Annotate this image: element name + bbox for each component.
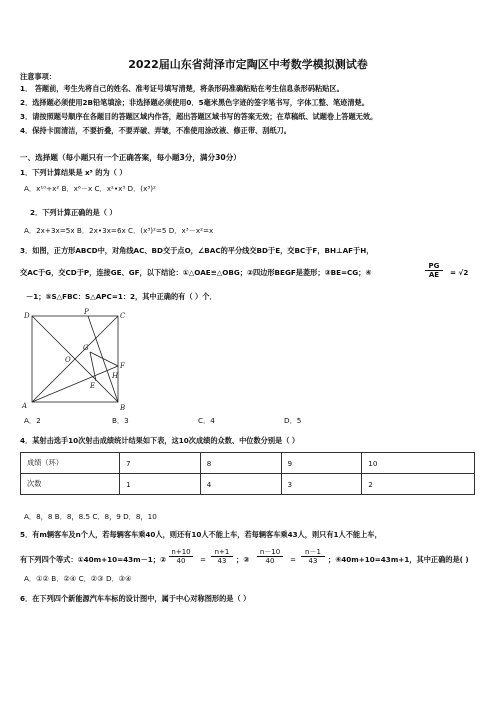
table-cell: 10 bbox=[362, 453, 475, 474]
segment-gf bbox=[90, 352, 118, 366]
q5-fraction-2-denominator: 43 bbox=[217, 557, 227, 565]
notice-item-4: 4．保持卡面清洁，不要折叠，不要弄破、弄皱，不准使用涂改液、修正带、刮纸刀。 bbox=[20, 126, 291, 135]
q6-stem: 6．在下列四个新能源汽车车标的设计图中，属于中心对称图形的是（ ） bbox=[20, 594, 251, 603]
q5-equals-2: = bbox=[290, 555, 297, 564]
q3-line2-tail: = √2 bbox=[450, 268, 469, 277]
score-table bbox=[20, 452, 475, 495]
table-cell: 成绩（环） bbox=[21, 453, 120, 474]
label-h: H bbox=[112, 372, 119, 380]
table-cell: 8 bbox=[200, 453, 281, 474]
q5-fraction-4-denominator: 43 bbox=[308, 557, 318, 565]
page-title: 2022届山东省菏泽市定陶区中考数学模拟测试卷 bbox=[128, 58, 368, 71]
table-cell: 2 bbox=[362, 474, 475, 495]
q5-line2: 有下列四个等式：①40m+10=43m－1；② bbox=[20, 555, 167, 564]
q5-fraction-1-denominator: 40 bbox=[176, 557, 186, 565]
q2-options: A．2x+3x=5x B．2x•3x=6x C．(x³)²=5 D．x³－x²=x bbox=[24, 226, 214, 235]
q3-line3: －1；⑤S△FBC：S△APC=1：2，其中正确的有（ ）个． bbox=[26, 292, 217, 301]
q3-fraction bbox=[424, 262, 444, 279]
notice-item-3: 3．请按照题号顺序在各题目的答题区域内作答，超出答题区域书写的答案无效；在草稿纸、试题卷上答题无效。 bbox=[20, 112, 378, 121]
q1-stem: 1．下列计算结果是 x⁵ 的为（ ） bbox=[20, 168, 127, 177]
q3-option-d: D．5 bbox=[284, 416, 302, 425]
q5-fraction-3 bbox=[256, 548, 284, 565]
table-row bbox=[21, 453, 475, 474]
label-b: B bbox=[120, 404, 126, 412]
q5-fraction-2-numerator: n+1 bbox=[214, 548, 230, 556]
q5-fraction-3-denominator: 40 bbox=[265, 557, 275, 565]
q5-fraction-4-numerator: n－1 bbox=[305, 548, 321, 556]
q5-fraction-1 bbox=[168, 548, 194, 565]
section-heading: 一、选择题（每小题只有一个正确答案，每小题3分，满分30分） bbox=[20, 153, 241, 162]
q5-separator: ；③ bbox=[236, 555, 250, 564]
label-c: C bbox=[120, 312, 126, 320]
q3-fraction-denominator: AE bbox=[428, 271, 440, 279]
q5-fraction-3-numerator: n－10 bbox=[259, 548, 281, 556]
table-cell: 次数 bbox=[21, 474, 120, 495]
q3-line1: 3．如图，正方形ABCD中，对角线AC、BD交于点O，∠BAC的平分线交BD于E，交BC于F，BH⊥AF于H， bbox=[20, 246, 374, 255]
table-row bbox=[21, 474, 475, 495]
q4-options: A．8，8 B．8，8.5 C．8，9 D．8，10 bbox=[24, 512, 157, 521]
label-g: G bbox=[83, 344, 89, 352]
q3-option-c: C．4 bbox=[198, 416, 215, 425]
q1-options: A．x¹⁰÷x² B．x⁶－x C．x²•x³ D．(x³)² bbox=[24, 184, 156, 193]
q4-stem: 4．某射击选手10次射击成绩统计结果如下表，这10次成绩的众数、中位数分别是（ ） bbox=[20, 436, 300, 445]
table-cell: 4 bbox=[200, 474, 281, 495]
notice-heading: 注意事项： bbox=[20, 72, 56, 81]
label-o: O bbox=[65, 356, 71, 364]
q3-line2: 交AC于G，交CD于P，连接GE、GF，以下结论：①△OAE≌△OBG；②四边形BEGF是菱形；③BE=CG；④ bbox=[20, 268, 372, 277]
q5-fraction-1-numerator: n+10 bbox=[171, 548, 191, 556]
q3-option-b: B．3 bbox=[112, 416, 129, 425]
q3-fraction-numerator: PG bbox=[428, 262, 440, 270]
q5-options: A．①② B．②④ C．②③ D．③④ bbox=[24, 574, 132, 583]
q3-option-a: A．2 bbox=[24, 416, 41, 425]
q5-fraction-4 bbox=[300, 548, 326, 565]
q5-line1: 5．有m辆客车及n个人，若每辆客车乘40人，则还有10人不能上车，若每辆客车乘43人，则只有1人不能上车， bbox=[20, 530, 382, 539]
q2-stem: 2．下列计算正确的是（ ） bbox=[30, 208, 117, 217]
label-e: E bbox=[90, 382, 96, 390]
label-a: A bbox=[22, 402, 28, 410]
label-f: F bbox=[120, 362, 125, 370]
table-cell: 7 bbox=[120, 453, 201, 474]
label-p: P bbox=[84, 308, 89, 316]
notice-item-1: 1． 答题前，考生先将自己的姓名、准考证号填写清楚，将条形码准确粘贴在考生信息条形码粘贴区。 bbox=[20, 84, 344, 93]
q5-fraction-2 bbox=[210, 548, 234, 565]
table-cell: 3 bbox=[281, 474, 362, 495]
table-cell: 9 bbox=[281, 453, 362, 474]
q3-geometry-figure bbox=[20, 308, 132, 412]
q5-line2-tail: ；④40m+10=43m+1，其中正确的是( ) bbox=[328, 555, 469, 564]
bisector-af bbox=[32, 366, 118, 402]
table-cell: 1 bbox=[120, 474, 201, 495]
notice-item-2: 2．选择题必须使用2B铅笔填涂；非选择题必须使用0．5毫米黑色字迹的签字笔书写，字体工整、笔迹清楚。 bbox=[20, 98, 369, 107]
q5-equals-1: = bbox=[200, 555, 207, 564]
label-d: D bbox=[24, 312, 30, 320]
